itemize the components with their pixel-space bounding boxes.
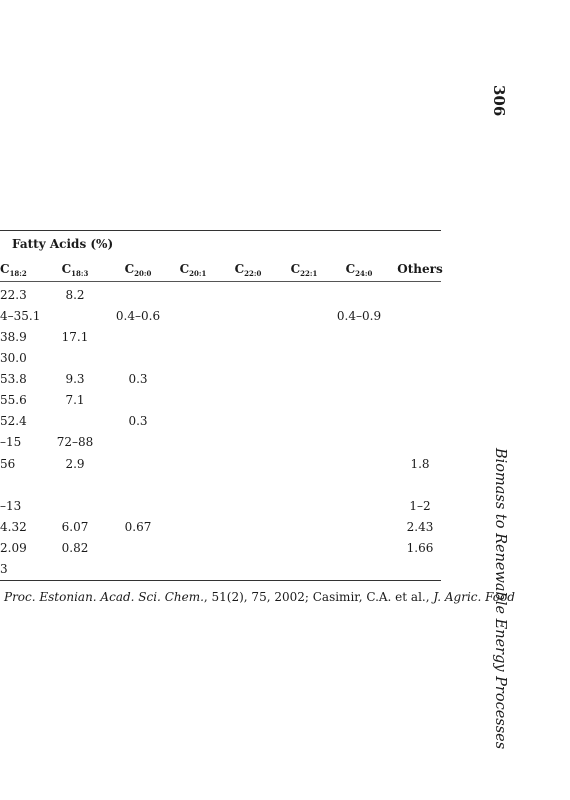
table-cell: 1.66: [406, 541, 434, 555]
table-cell: 6.07: [61, 520, 89, 534]
table-bottom-rule: [0, 580, 441, 581]
table-cell: 52.4: [0, 414, 27, 428]
table-cell: 4.32: [0, 520, 27, 534]
page-number: 306: [490, 85, 508, 117]
table-cell: 38.9: [0, 330, 27, 344]
table-cell: 7.1: [65, 393, 85, 407]
column-header-c-22-0: $C_{22:0}$: [234, 262, 262, 278]
table-cell: 30.0: [0, 351, 27, 365]
table-cell: 3: [0, 562, 8, 576]
table-cell: 0.82: [61, 541, 89, 555]
table-cell: 17.1: [61, 330, 89, 344]
table-cell: 4–35.1: [0, 309, 41, 323]
table-cell: 2.9: [65, 457, 85, 471]
table-cell: 2.09: [0, 541, 27, 555]
footnote-journal-2: J. Agric. Food: [433, 590, 515, 604]
table-cell: –15: [0, 435, 22, 449]
table-cell: 0.4–0.6: [115, 309, 161, 323]
fatty-acids-header: Fatty Acids (%): [12, 237, 114, 251]
footnote-journal-1: Proc. Estonian. Acad. Sci. Chem.: [4, 590, 204, 604]
column-header-c-24-0: $C_{24:0}$: [345, 262, 373, 278]
column-header-c-20-1: $C_{20:1}$: [179, 262, 207, 278]
column-header-c-20-0: $C_{20:0}$: [124, 262, 152, 278]
column-header-c-18-3: $C_{18:3}$: [61, 262, 89, 278]
table-cell: 1.8: [410, 457, 430, 471]
table-cell: 1–2: [409, 499, 431, 513]
table-footnote: [4, 590, 515, 604]
table-cell: 0.67: [124, 520, 152, 534]
table-top-rule: [0, 230, 441, 231]
table-cell: 0.3: [128, 414, 148, 428]
table-cell: 55.6: [0, 393, 27, 407]
table-cell: 53.8: [0, 372, 27, 386]
table-cell: 8.2: [65, 288, 85, 302]
table-cell: –13: [0, 499, 22, 513]
table-header-rule: [0, 281, 441, 282]
table-cell: 22.3: [0, 288, 27, 302]
table-cell: 0.4–0.9: [336, 309, 382, 323]
column-header-c-18-2: $C_{18:2}$: [0, 262, 27, 278]
column-header-c-22-1: $C_{22:1}$: [290, 262, 318, 278]
table-cell: 2.43: [406, 520, 434, 534]
running-head: Biomass to Renewable Energy Processes: [492, 448, 508, 750]
table-cell: 9.3: [65, 372, 85, 386]
column-header-others: Others: [397, 262, 443, 276]
table-cell: 56: [0, 457, 16, 471]
footnote-text-1: , 51(2), 75, 2002; Casimir, C.A. et al.,: [203, 590, 434, 604]
table-cell: 72–88: [56, 435, 94, 449]
table-cell: 0.3: [128, 372, 148, 386]
